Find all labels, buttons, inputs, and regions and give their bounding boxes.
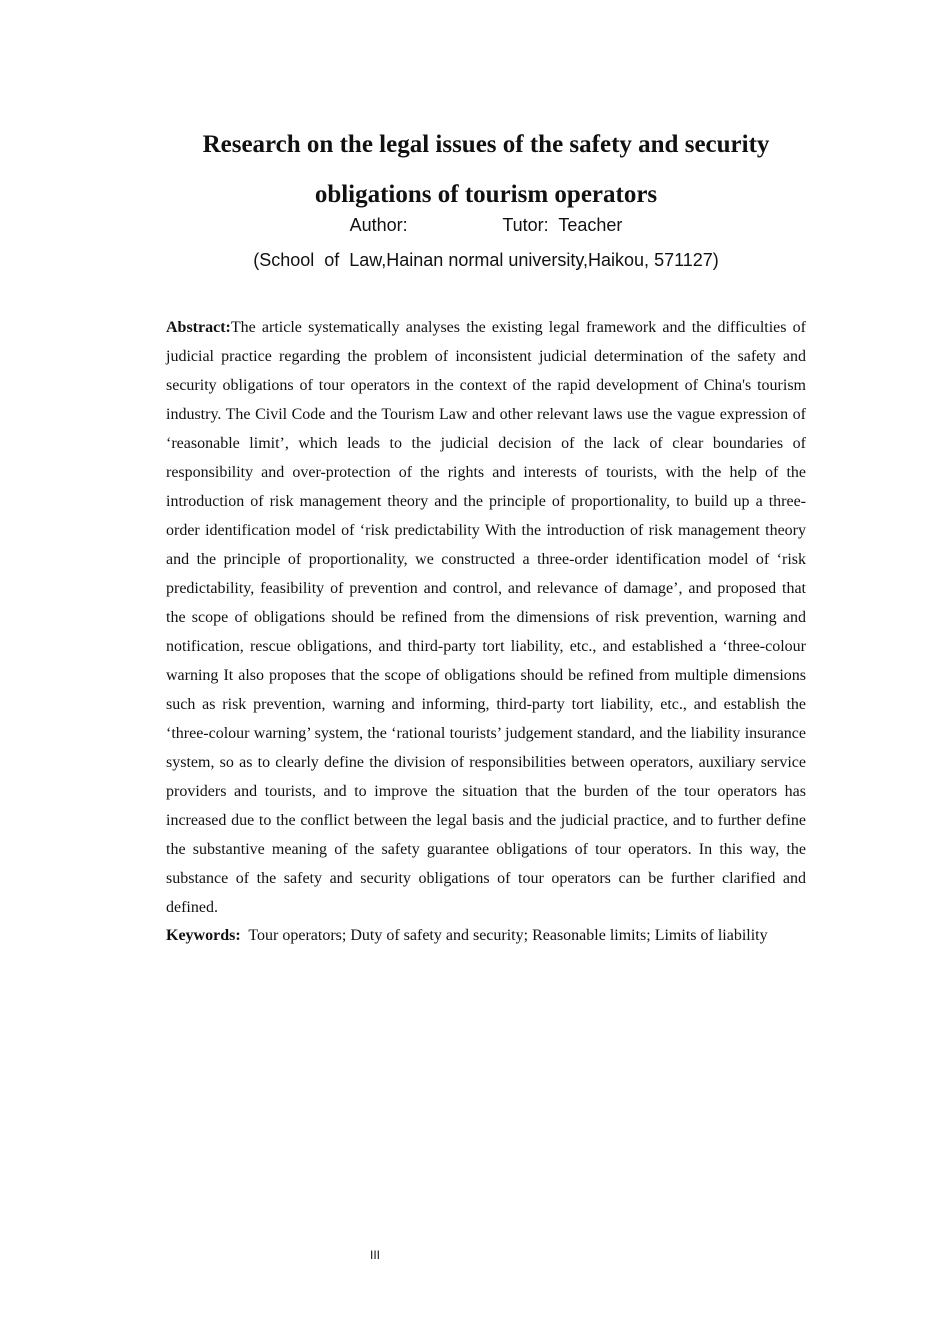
tutor-spacer	[549, 215, 559, 235]
keywords-text: Tour operators; Duty of safety and security; Reasonable limits; Limits of liability	[248, 927, 768, 944]
author-tutor-spacer	[408, 215, 503, 235]
abstract-text: The article systematically analyses the existing legal framework and the difficulties of judicial practice regarding the problem of inconsistent judicial determination of the safety and security obligations of tour operators in the context of the rapid development of China's tourism industry. The Civil Code and the Tourism Law and other relevant laws use the vague expression of ‘reasonable limit’, which leads to the judicial decision of the lack of clear boundaries of responsibility and over-protection of the rights and interests of tourists, with the help of the introduction of risk management theory and the principle of proportionality, to build up a three-order identification model of ‘risk predictability With the introduction of risk management theory and the principle of proportionality, we constructed a three-order identification model of ‘risk predictability, feasibility of prevention and control, and relevance of damage’, and proposed that the scope of obligations should be refined from the dimensions of risk prevention, warning and notification, rescue obligations, and third-party tort liability, etc., and established a ‘three-colour warning It also proposes that the scope of obligations should be refined from multiple dimensions such as risk prevention, warning and informing, third-party tort liability, etc., and establish the ‘three-colour warning’ system, the ‘rational tourists’ judgement standard, and the liability insurance system, so as to clearly define the division of responsibilities between operators, auxiliary service providers and tourists, and to improve the situation that the burden of the tour operators has increased due to the conflict between the legal basis and the judicial practice, and to further define the substantive meaning of the safety guarantee obligations of tour operators. In this way, the substance of the safety and security obligations of tour operators can be further clarified and defined.	[166, 319, 806, 916]
author-line	[0, 211, 950, 239]
author-label: Author:	[349, 215, 408, 235]
keywords-paragraph	[166, 921, 826, 950]
tutor-label: Tutor:	[502, 215, 549, 235]
keywords-label: Keywords:	[166, 927, 241, 944]
tutor-name: Teacher	[558, 215, 623, 235]
abstract-label: Abstract:	[166, 319, 231, 336]
abstract-paragraph	[166, 313, 806, 922]
page-number: III	[370, 1248, 381, 1262]
paper-title: Research on the legal issues of the safety and security obligations of tourism operators	[202, 131, 770, 208]
affiliation: (School of Law,Hainan normal university,Haikou, 571127)	[253, 250, 719, 270]
